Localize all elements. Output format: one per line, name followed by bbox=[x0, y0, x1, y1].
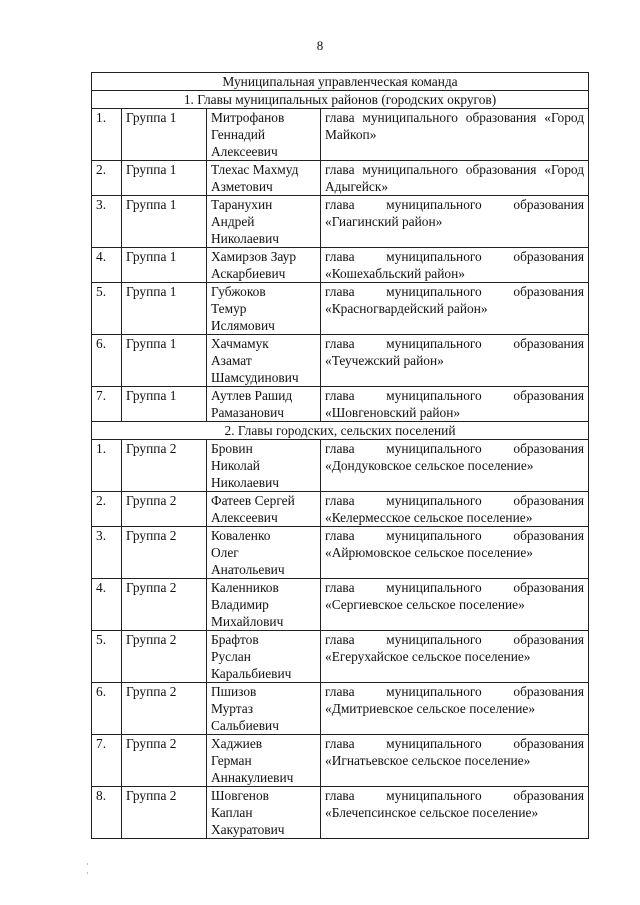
group-cell: Группа 2 bbox=[122, 735, 207, 787]
position-cell: глава муниципального образования «Дмитриевское сельское поселение» bbox=[321, 683, 589, 735]
position-cell: глава муниципального образования «Гиагинский район» bbox=[321, 196, 589, 248]
name-cell bbox=[207, 492, 321, 527]
position-cell: глава муниципального образования «Дондуковское сельское поселение» bbox=[321, 440, 589, 492]
section-title: 1. Главы муниципальных районов (городских округов) bbox=[92, 91, 589, 109]
row-number: 1. bbox=[92, 109, 122, 161]
name-line: Коваленко bbox=[211, 528, 271, 543]
name-cell bbox=[207, 631, 321, 683]
name-line: Азамат bbox=[211, 353, 252, 368]
name-cell bbox=[207, 335, 321, 387]
name-line: Руслан bbox=[211, 649, 251, 664]
name-line: Шамсудинович bbox=[211, 370, 299, 385]
name-line: Муртаз bbox=[211, 701, 254, 716]
row-number: 1. bbox=[92, 440, 122, 492]
group-cell: Группа 1 bbox=[122, 196, 207, 248]
row-number: 7. bbox=[92, 735, 122, 787]
name-cell bbox=[207, 683, 321, 735]
name-line: Каплан bbox=[211, 805, 253, 820]
table-header: Муниципальная управленческая команда bbox=[92, 73, 589, 91]
table-row bbox=[92, 492, 589, 527]
table-row bbox=[92, 440, 589, 492]
section-header-row bbox=[92, 422, 589, 440]
name-line: Анатольевич bbox=[211, 562, 285, 577]
group-cell: Группа 1 bbox=[122, 283, 207, 335]
name-line: Аскарбиевич bbox=[211, 266, 286, 281]
group-cell: Группа 2 bbox=[122, 440, 207, 492]
name-line: Рамазанович bbox=[211, 405, 285, 420]
name-line: Владимир bbox=[211, 597, 269, 612]
name-cell bbox=[207, 387, 321, 422]
position-cell: глава муниципального образования «Город Майкоп» bbox=[321, 109, 589, 161]
table-row bbox=[92, 335, 589, 387]
table-row bbox=[92, 248, 589, 283]
name-line: Губжоков bbox=[211, 284, 266, 299]
name-line: Каральбиевич bbox=[211, 666, 292, 681]
name-cell bbox=[207, 735, 321, 787]
name-cell bbox=[207, 248, 321, 283]
row-number: 4. bbox=[92, 248, 122, 283]
row-number: 5. bbox=[92, 283, 122, 335]
name-line: Аннакулиевич bbox=[211, 770, 294, 785]
name-line: Бровин bbox=[211, 441, 253, 456]
table-row bbox=[92, 579, 589, 631]
name-line: Каленников bbox=[211, 580, 279, 595]
row-number: 5. bbox=[92, 631, 122, 683]
table-row bbox=[92, 787, 589, 839]
row-number: 2. bbox=[92, 161, 122, 196]
name-cell bbox=[207, 440, 321, 492]
name-cell bbox=[207, 527, 321, 579]
position-cell: глава муниципального образования «Теучежский район» bbox=[321, 335, 589, 387]
group-cell: Группа 1 bbox=[122, 387, 207, 422]
row-number: 4. bbox=[92, 579, 122, 631]
name-line: Митрофанов bbox=[211, 110, 285, 125]
row-number: 6. bbox=[92, 335, 122, 387]
name-line: Фатеев Сергей bbox=[211, 493, 295, 508]
group-cell: Группа 2 bbox=[122, 527, 207, 579]
table-row bbox=[92, 283, 589, 335]
name-line: Таранухин bbox=[211, 197, 273, 212]
position-cell: глава муниципального образования «Келермесское сельское поселение» bbox=[321, 492, 589, 527]
name-line: Алексеевич bbox=[211, 510, 278, 525]
name-line: Тлехас Махмуд bbox=[211, 162, 299, 177]
name-line: Ислямович bbox=[211, 318, 275, 333]
group-cell: Группа 2 bbox=[122, 579, 207, 631]
scan-specks: · · bbox=[86, 860, 89, 878]
name-line: Геннадий bbox=[211, 127, 266, 142]
name-cell bbox=[207, 161, 321, 196]
team-table bbox=[91, 72, 589, 839]
name-cell bbox=[207, 196, 321, 248]
name-cell bbox=[207, 283, 321, 335]
position-cell: глава муниципального образования «Шовгеновский район» bbox=[321, 387, 589, 422]
name-line: Хаджиев bbox=[211, 736, 263, 751]
group-cell: Группа 1 bbox=[122, 335, 207, 387]
position-cell: глава муниципального образования «Игнатьевское сельское поселение» bbox=[321, 735, 589, 787]
section-header-row bbox=[92, 91, 589, 109]
group-cell: Группа 1 bbox=[122, 248, 207, 283]
name-cell bbox=[207, 787, 321, 839]
name-line: Аутлев Рашид bbox=[211, 388, 293, 403]
position-cell: глава муниципального образования «Сергиевское сельское поселение» bbox=[321, 579, 589, 631]
name-line: Хачмамук bbox=[211, 336, 269, 351]
name-line: Темур bbox=[211, 301, 247, 316]
name-line: Николаевич bbox=[211, 231, 279, 246]
name-line: Брафтов bbox=[211, 632, 259, 647]
table-row bbox=[92, 735, 589, 787]
name-line: Хакуратович bbox=[211, 822, 285, 837]
name-line: Андрей bbox=[211, 214, 255, 229]
name-cell bbox=[207, 579, 321, 631]
name-line: Николай bbox=[211, 458, 260, 473]
table-row bbox=[92, 387, 589, 422]
table-row bbox=[92, 631, 589, 683]
group-cell: Группа 2 bbox=[122, 631, 207, 683]
page-number: 8 bbox=[316, 38, 324, 53]
name-line: Олег bbox=[211, 545, 239, 560]
position-cell: глава муниципального образования «Город Адыгейск» bbox=[321, 161, 589, 196]
table-row bbox=[92, 161, 589, 196]
table-row bbox=[92, 109, 589, 161]
name-line: Михайлович bbox=[211, 614, 284, 629]
row-number: 6. bbox=[92, 683, 122, 735]
name-line: Пшизов bbox=[211, 684, 257, 699]
table-row bbox=[92, 196, 589, 248]
position-cell: глава муниципального образования «Егерухайское сельское поселение» bbox=[321, 631, 589, 683]
group-cell: Группа 2 bbox=[122, 492, 207, 527]
position-cell: глава муниципального образования «Блечепсинское сельское поселение» bbox=[321, 787, 589, 839]
name-line: Николаевич bbox=[211, 475, 279, 490]
section-title: 2. Главы городских, сельских поселений bbox=[92, 422, 589, 440]
name-line: Азметович bbox=[211, 179, 273, 194]
name-line: Сальбиевич bbox=[211, 718, 279, 733]
position-cell: глава муниципального образования «Айрюмовское сельское поселение» bbox=[321, 527, 589, 579]
row-number: 3. bbox=[92, 196, 122, 248]
table-row bbox=[92, 527, 589, 579]
group-cell: Группа 1 bbox=[122, 161, 207, 196]
name-line: Алексеевич bbox=[211, 144, 278, 159]
group-cell: Группа 2 bbox=[122, 787, 207, 839]
row-number: 2. bbox=[92, 492, 122, 527]
name-line: Хамирзов Заур bbox=[211, 249, 297, 264]
group-cell: Группа 2 bbox=[122, 683, 207, 735]
position-cell: глава муниципального образования «Красногвардейский район» bbox=[321, 283, 589, 335]
table-row bbox=[92, 683, 589, 735]
group-cell: Группа 1 bbox=[122, 109, 207, 161]
row-number: 3. bbox=[92, 527, 122, 579]
row-number: 8. bbox=[92, 787, 122, 839]
name-line: Герман bbox=[211, 753, 252, 768]
name-line: Шовгенов bbox=[211, 788, 269, 803]
position-cell: глава муниципального образования «Кошехабльский район» bbox=[321, 248, 589, 283]
name-cell bbox=[207, 109, 321, 161]
row-number: 7. bbox=[92, 387, 122, 422]
